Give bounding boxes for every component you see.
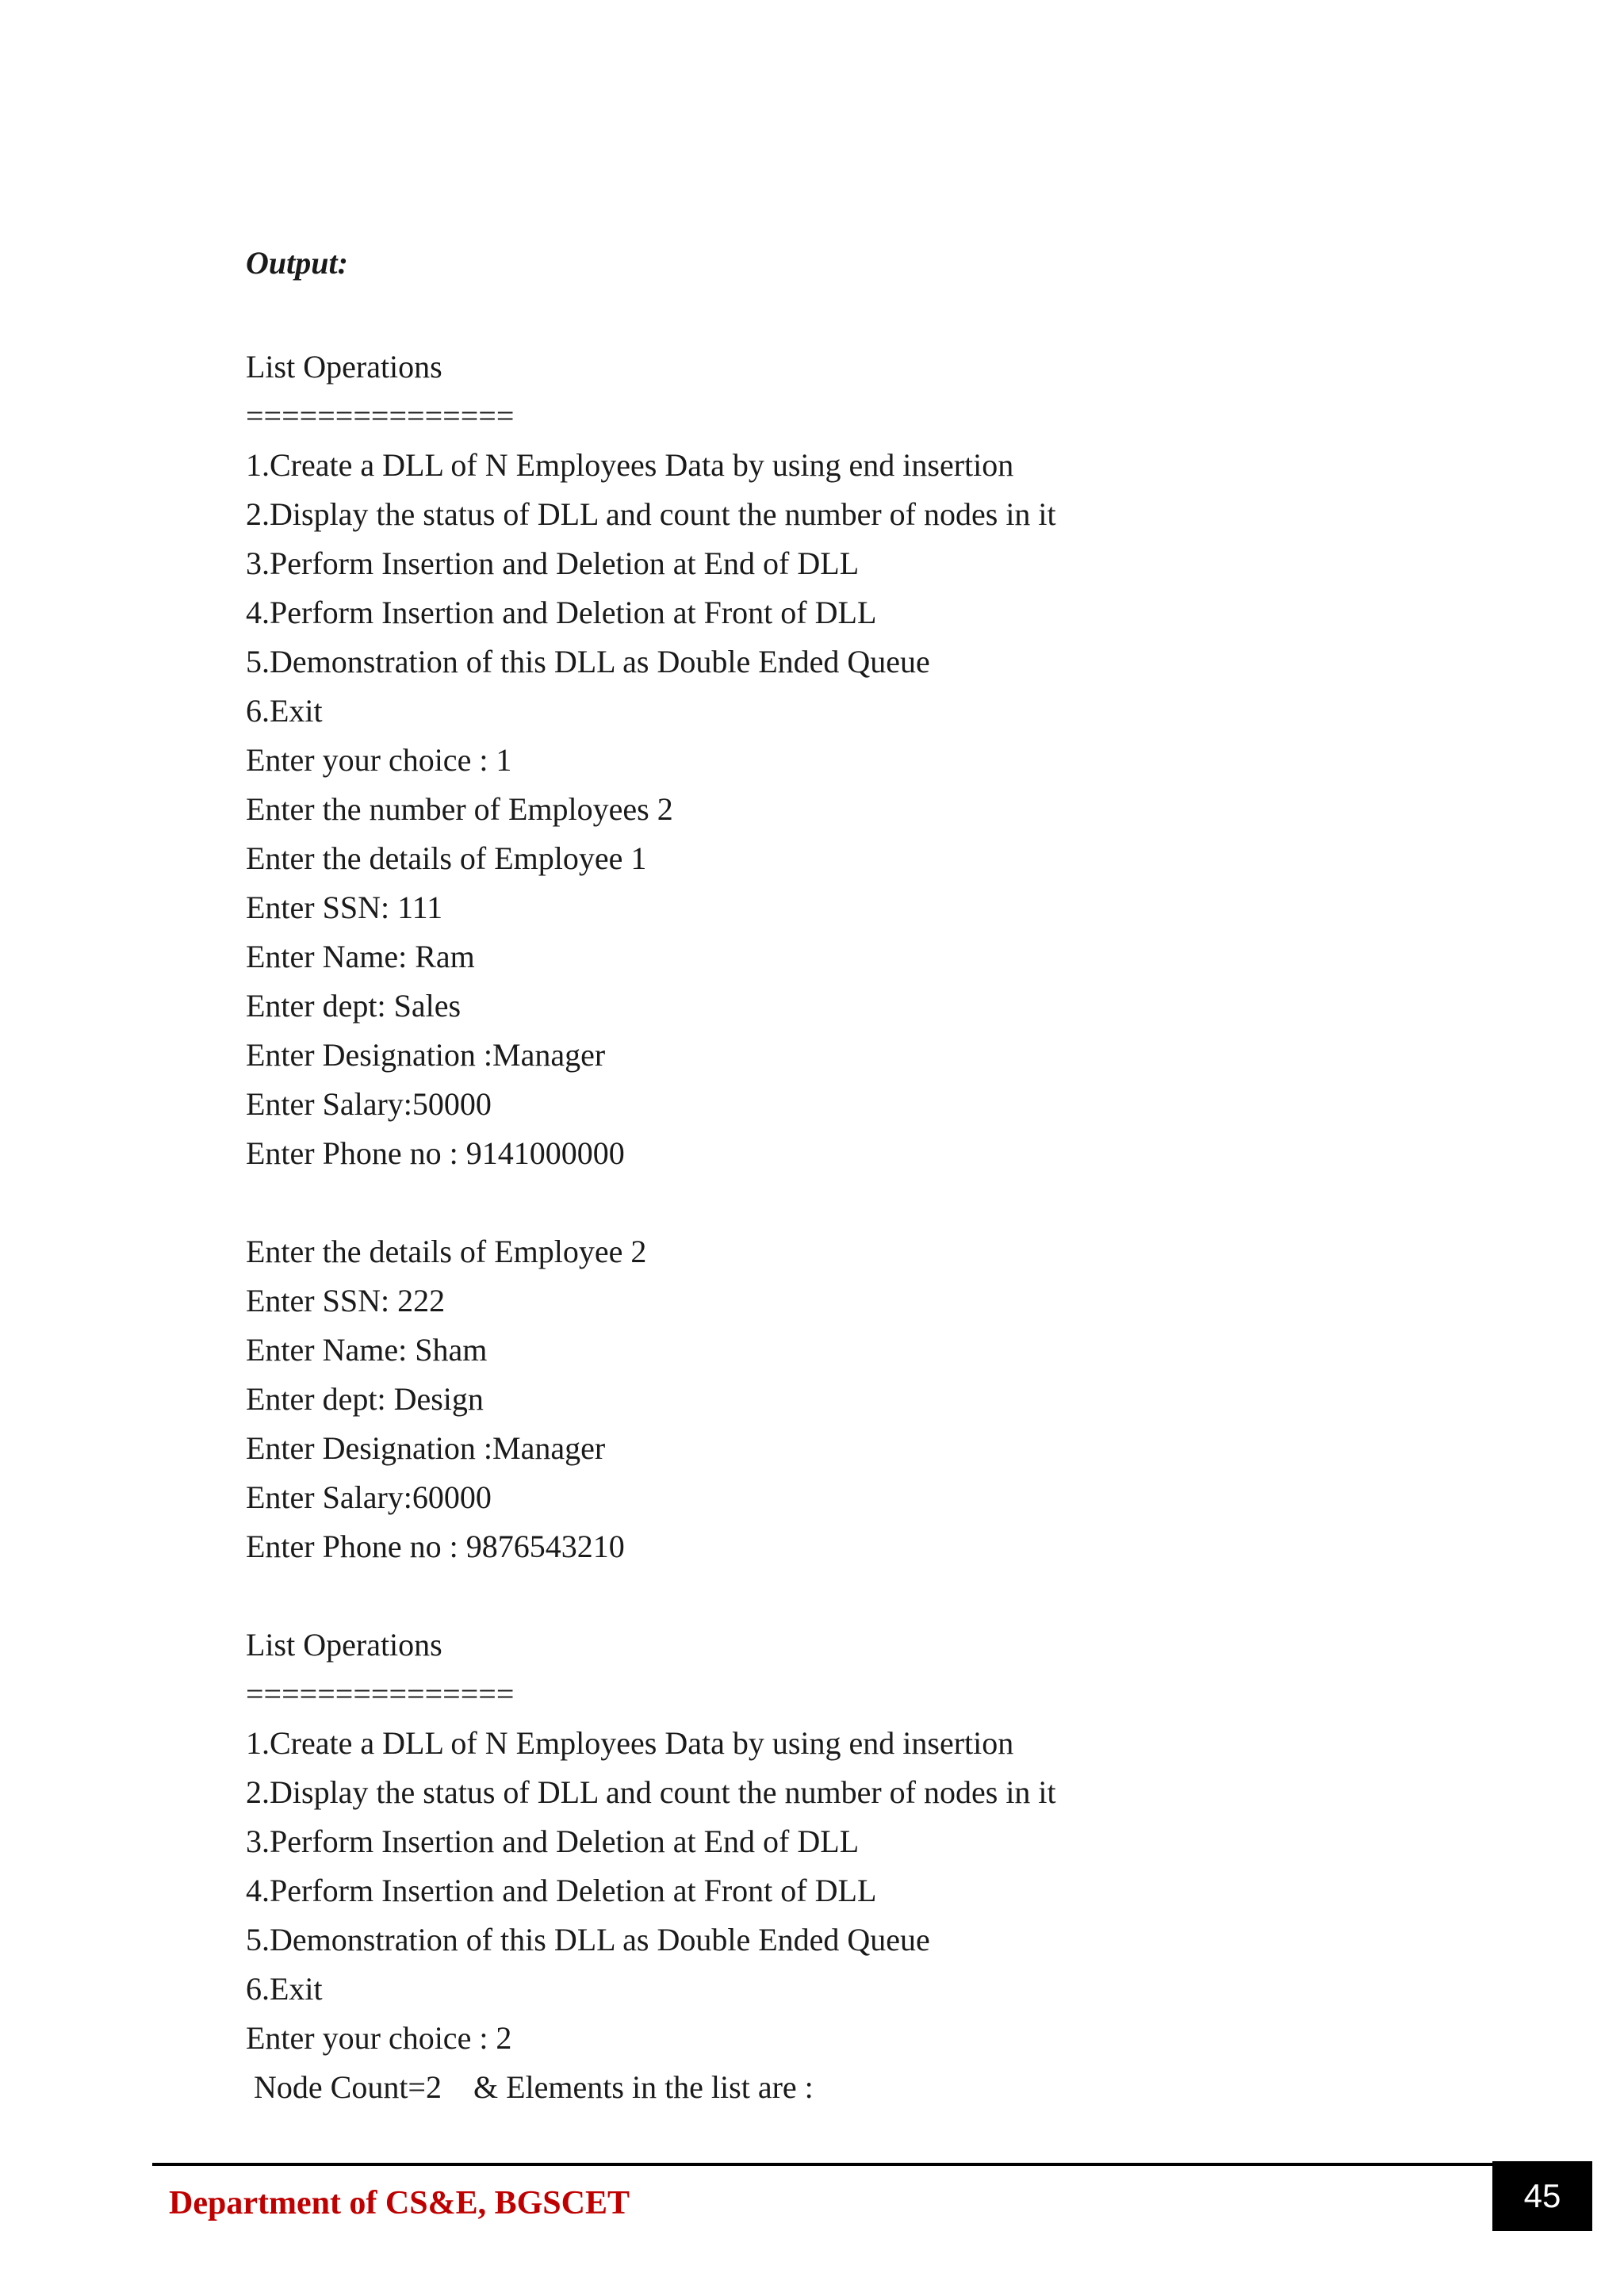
- output-line: Node Count=2 & Elements in the list are :: [246, 2069, 814, 2105]
- output-line: 5.Demonstration of this DLL as Double Ended Queue: [246, 644, 930, 679]
- output-line: ===============: [246, 1676, 515, 1712]
- output-line: 6.Exit: [246, 693, 323, 729]
- output-line: [246, 1571, 1435, 1621]
- output-line: 4.Perform Insertion and Deletion at Front of DLL: [246, 595, 877, 630]
- output-line: Enter Salary:60000: [246, 1479, 492, 1515]
- output-line: Enter Designation :Manager: [246, 1430, 606, 1466]
- footer-divider: [152, 2163, 1492, 2166]
- output-line: 6.Exit: [246, 1971, 323, 2007]
- output-heading: Output:: [246, 245, 348, 281]
- output-line: 1.Create a DLL of N Employees Data by using end insertion: [246, 1725, 1014, 1761]
- output-line: Enter Designation :Manager: [246, 1037, 606, 1073]
- output-line: 4.Perform Insertion and Deletion at Front of DLL: [246, 1873, 877, 1908]
- output-line: Enter dept: Design: [246, 1381, 484, 1417]
- output-line: List Operations: [246, 349, 442, 385]
- output-line: Enter the details of Employee 2: [246, 1234, 647, 1269]
- output-line: Enter Name: Ram: [246, 939, 475, 974]
- page-number: 45: [1523, 2177, 1561, 2214]
- output-line: 2.Display the status of DLL and count the number of nodes in it: [246, 1774, 1056, 1810]
- output-line: Enter your choice : 2: [246, 2020, 512, 2056]
- output-line: 5.Demonstration of this DLL as Double Ended Queue: [246, 1922, 930, 1957]
- program-output: [246, 342, 1435, 2112]
- output-line: Enter Phone no : 9141000000: [246, 1135, 625, 1171]
- output-line: Enter the number of Employees 2: [246, 791, 673, 827]
- output-line: 2.Display the status of DLL and count the number of nodes in it: [246, 496, 1056, 532]
- output-line: Enter Salary:50000: [246, 1086, 492, 1122]
- output-line: Enter your choice : 1: [246, 742, 512, 778]
- output-line: 3.Perform Insertion and Deletion at End of DLL: [246, 545, 860, 581]
- output-line: [246, 1178, 1435, 1227]
- output-line: Enter Phone no : 9876543210: [246, 1529, 625, 1564]
- output-line: Enter SSN: 222: [246, 1283, 446, 1318]
- output-line: Enter SSN: 111: [246, 890, 443, 925]
- output-line: Enter dept: Sales: [246, 988, 462, 1024]
- output-line: Enter the details of Employee 1: [246, 840, 647, 876]
- page-number-box: [1492, 2161, 1592, 2231]
- output-line: 1.Create a DLL of N Employees Data by using end insertion: [246, 447, 1014, 483]
- output-line: ===============: [246, 398, 515, 434]
- output-line: Enter Name: Sham: [246, 1332, 488, 1368]
- output-line: List Operations: [246, 1627, 442, 1663]
- output-line: 3.Perform Insertion and Deletion at End of DLL: [246, 1823, 860, 1859]
- footer-department: Department of CS&E, BGSCET: [169, 2185, 630, 2221]
